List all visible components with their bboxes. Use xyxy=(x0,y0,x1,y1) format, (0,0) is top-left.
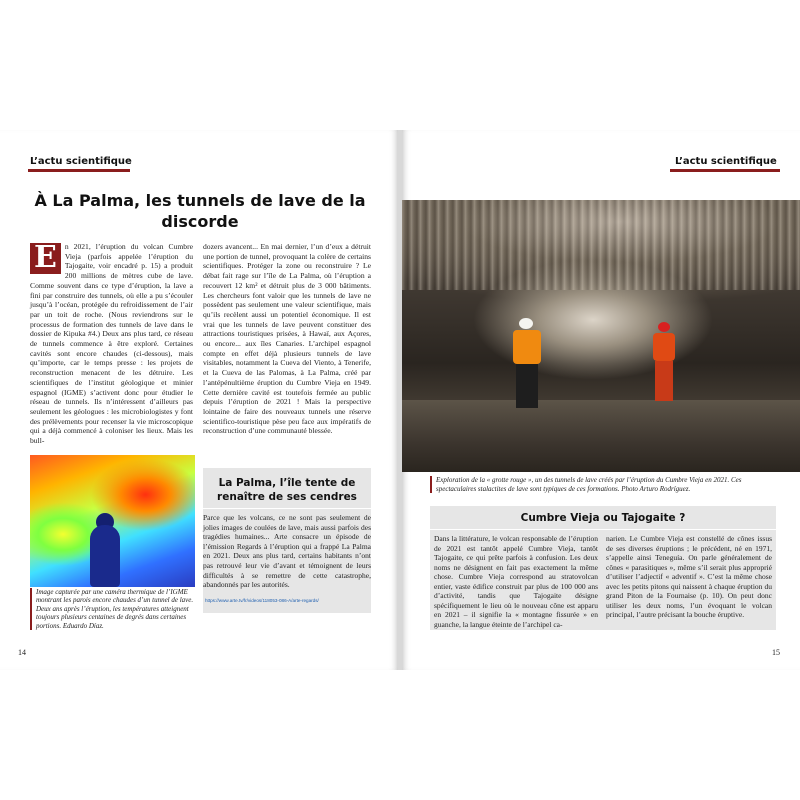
right-page xyxy=(402,130,800,670)
page-number: 15 xyxy=(772,648,780,657)
sidebar-box xyxy=(203,468,371,613)
section-rule xyxy=(670,169,780,172)
thermal-image xyxy=(30,455,195,587)
legs xyxy=(655,361,673,401)
section-rule xyxy=(28,169,130,172)
info-box-divider xyxy=(430,529,776,530)
sidebar-body: Parce que les volcans, ce ne sont pas seulement de jolies images de coulées de lave, mais aussi parfois des tragédies humaines... Arte consacre un épisode de l’émission Regards à l’éruption qui a frappé La Palma en 2021. Deux ans plus tard, certains habitants n’ont pas retrouvé leur vie d’avant et témoignent de leurs difficultés à se remettre de cette catastrophe, abandonnés par les autorités. xyxy=(203,513,371,590)
article-text-2: dozers avancent... En mai dernier, l’un d’eux a détruit une portion de tunnel, provoquant la colère de certains scientifiques. Protéger la zone ou reconstruire ? Le débat fait rage sur l’île de La Palma, où l’éruption a recouvert 12 km² et détruit plus de 3 000 bâtiments. Les chercheurs font valoir que les tunnels de lave ne possèdent pas seulement une valeur scientifique, mais qu’ils recèlent aussi un potentiel économique. Il est vrai que les tunnels de lave peuvent constituer des attractions touristiques prisées, à Hawaï, aux Açores, ou encore... aux îles Canaries. L’archipel espagnol compte en effet déjà plusieurs tunnels de lave visitables, notamment la Cueva del Viento, à Tenerife, et la Cueva de las Palomas, à La Palma, créé par l’antépénultième éruption du Cumbre Vieja en 1949. Cette dernière cavité est toutefois fermée au public depuis l’éruption de 2021 ! Mais la perspective lointaine de faire des nouveaux tunnels une réserve scientifico-touristique pèse peu face aux impératifs de reconstruction d’une communauté blessée. xyxy=(203,242,371,436)
section-label: L’actu scientifique xyxy=(30,156,132,167)
helmet xyxy=(519,318,533,329)
info-box xyxy=(430,506,776,630)
left-page xyxy=(0,130,398,670)
vest xyxy=(513,330,541,364)
section-label: L’actu scientifique xyxy=(675,156,777,167)
stalactites xyxy=(402,200,800,290)
sidebar-divider xyxy=(203,508,371,509)
vest xyxy=(653,333,675,361)
thermal-caption: Image capturée par une caméra thermique de l’IGME montrant les parois encore chaudes d’un tunnel de lave. Deux ans après l’éruption, les températures atteignent toujours plusieurs centaines de degrés dans certaines portions. Eduardo Díaz. xyxy=(30,588,198,630)
explorer-left xyxy=(510,318,544,408)
drop-cap: E xyxy=(30,243,61,274)
cave-photo xyxy=(402,200,800,472)
article-column-2 xyxy=(203,242,371,436)
info-box-column-2: narien. Le Cumbre Vieja est constellé de cônes issus de ses diverses éruptions ; le précédent, né en 1971, s’appelle ainsi Teneguía. On parle généralement de cônes « parasitiques », même s’il serait plus approprié d’utiliser l’adjectif « adventif ». C’est la même chose avec les petits pitons qui naissent à chaque éruption du grand Piton de la Fournaise (p. 10). On peut donc utiliser les deux noms, l’un évoquant le volcan principal, l’autre précisant la bouche éruptive. xyxy=(606,534,772,619)
cave-floor xyxy=(402,400,800,472)
sidebar-title: La Palma, l’île tente de renaître de ses cendres xyxy=(217,477,357,503)
explorer-right xyxy=(650,322,678,404)
info-box-column-1: Dans la littérature, le volcan responsable de l’éruption de 2021 est tantôt appelé Cumbre Vieja, tantôt Tajogaite, ce qui prête parfois à confusion. Les deux noms ne désignent en fait pas exactement la même chose. Cumbre Vieja correspond au stratovolcan entier, vaste édifice construit par plus de 100 000 ans d’activité, tandis que Tajogaite désigne spécifiquement le lieu où le nouveau cône est apparu en 2021 – il signifie la « montagne fissurée » en guanche, la langue éteinte de l’archipel ca- xyxy=(434,534,598,629)
sidebar-link[interactable]: https://www.arte.tv/fr/videos/118053-086-A/arte-regards/ xyxy=(205,598,319,603)
info-box-title: Cumbre Vieja ou Tajogaite ? xyxy=(520,512,686,524)
helmet xyxy=(658,322,670,332)
legs xyxy=(516,364,538,408)
article-text-1: n 2021, l’éruption du volcan Cumbre Vieja (parfois appelée l’éruption du Tajogaite, voir encadré p. 15) a produit 200 millions de mètres cube de lave. Comme souvent dans ce type d’éruption, la lave a fini par construire des tunnels, où elle a pu s’écouler jusqu’à l’océan, protégée du refroidissement de l’air par un toit de roche. (Nous reviendrons sur le processus de formation des tunnels de lave dans le dossier de Kipuka #4.) Deux ans plus tard, ce réseau de tunnels commence à être exploré. Certaines cavités sont encore chaudes (ci-dessous), mais qu’importe, car le temps presse : les projets de reconstruction menacent de les détruire. Les scientifiques de l’institut géologique et minier espagnol (IGME) s’activent donc pour étudier le réseau de tunnels. Ils n’intéressent d’ailleurs pas seulement les géologues : les microbiologistes y font des prélèvements pour recenser la vie microscopique qui a déjà commencé à coloniser les lieux. Mais les bull- xyxy=(30,242,193,446)
page-number: 14 xyxy=(18,648,26,657)
page-title: À La Palma, les tunnels de lave de la discorde xyxy=(34,191,366,231)
photo-caption: Exploration de la « grotte rouge », un des tunnels de lave créés par l’éruption du Cumbre Vieja en 2021. Ces spectaculaires stalactites de lave sont typiques de ces formations. Photo Arturo Rodríguez. xyxy=(430,476,780,493)
person-silhouette xyxy=(90,525,120,587)
magazine-spread xyxy=(0,130,800,670)
article-column-1 xyxy=(30,242,193,446)
